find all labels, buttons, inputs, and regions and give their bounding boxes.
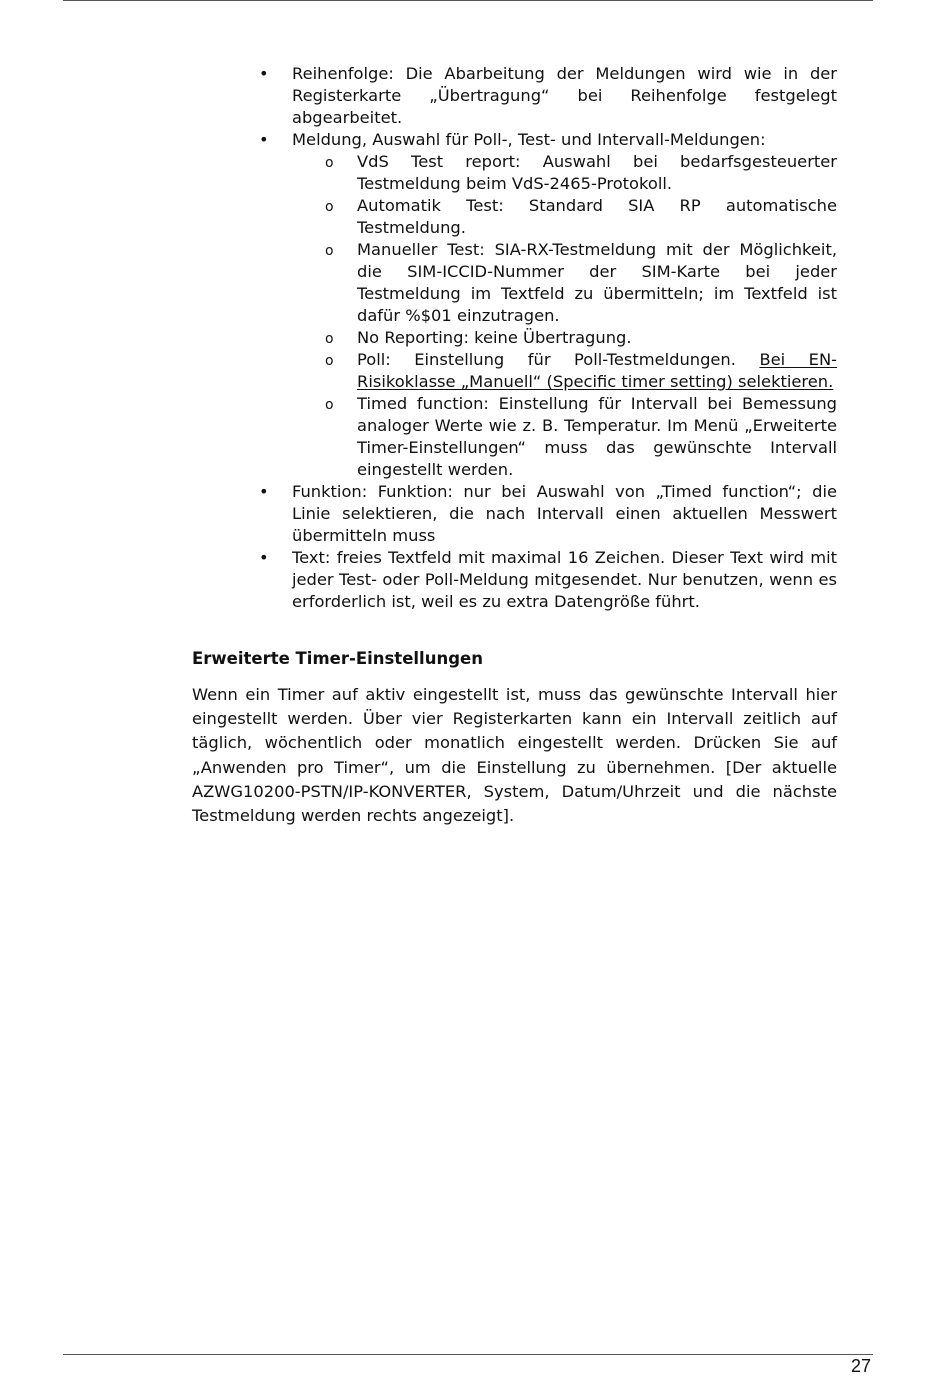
sub-item-poll-text: Poll: Einstellung für Poll-Testmeldungen.: [357, 350, 760, 369]
footer-rule: [63, 1354, 873, 1355]
section-paragraph: Wenn ein Timer auf aktiv eingestellt ist, muss das gewünschte Intervall hier eingestellt werden. Über vier Registerkarten kann ein Intervall zeitlich auf täglich, wöchentlich oder monatlich eingestellt werden. Drücken Sie auf „Anwenden pro Timer“, um die Einstellung zu übernehmen. [Der aktuelle AZWG10200-PSTN/IP-KONVERTER, System, Datum/Uhrzeit und die nächste Testmeldung werden rechts angezeigt].: [192, 685, 837, 826]
sub-item-poll: [357, 349, 837, 393]
sub-item-automatik-test: o Automatik Test: Standard SIA RP automatische Testmeldung.: [357, 195, 837, 239]
bullet-item-text: • Text: freies Textfeld mit maximal 16 Zeichen. Dieser Text wird mit jeder Test- oder Poll-Meldung mitgesendet. Nur benutzen, wenn es erforderlich ist, weil es zu extra Datengröße führt.: [292, 547, 837, 613]
document-body: [192, 63, 837, 828]
sub-item-no-reporting: o No Reporting: keine Übertragung.: [357, 327, 837, 349]
page-number: 27: [850, 1356, 871, 1376]
section-heading: Erweiterte Timer-Einstellungen: [192, 649, 483, 668]
bullet-item-funktion: • Funktion: Funktion: nur bei Auswahl von „Timed function“; die Linie selektieren, die nach Intervall einen aktuellen Messwert übermitteln muss: [292, 481, 837, 547]
sub-item-vds-test-report: o VdS Test report: Auswahl bei bedarfsgesteuerter Testmeldung beim VdS-2465-Protokoll.: [357, 151, 837, 195]
sub-item-manueller-test: o Manueller Test: SIA-RX-Testmeldung mit der Möglichkeit, die SIM-ICCID-Nummer der SIM-Karte bei jeder Testmeldung im Textfeld zu übermitteln; im Textfeld ist dafür %$01 einzutragen.: [357, 239, 837, 327]
sub-list: [292, 151, 837, 481]
bullet-list: [192, 63, 837, 613]
header-rule: [63, 0, 873, 1]
sub-item-poll-underlined-note: Bei EN-Risikoklasse „Manuell“ (Specific timer setting) selektieren.: [357, 350, 837, 391]
bullet-item-reihenfolge: • Reihenfolge: Die Abarbeitung der Meldungen wird wie in der Registerkarte „Übertragung“ bei Reihenfolge festgelegt abgearbeitet.: [292, 63, 837, 129]
sub-item-timed-function: o Timed function: Einstellung für Intervall bei Bemessung analoger Werte wie z. B. Temperatur. Im Menü „Erweiterte Timer-Einstellungen“ muss das gewünschte Intervall eingestellt werden.: [357, 393, 837, 481]
bullet-item-meldung-text: Meldung, Auswahl für Poll-, Test- und Intervall-Meldungen:: [292, 130, 766, 149]
bullet-item-meldung: [292, 129, 837, 481]
